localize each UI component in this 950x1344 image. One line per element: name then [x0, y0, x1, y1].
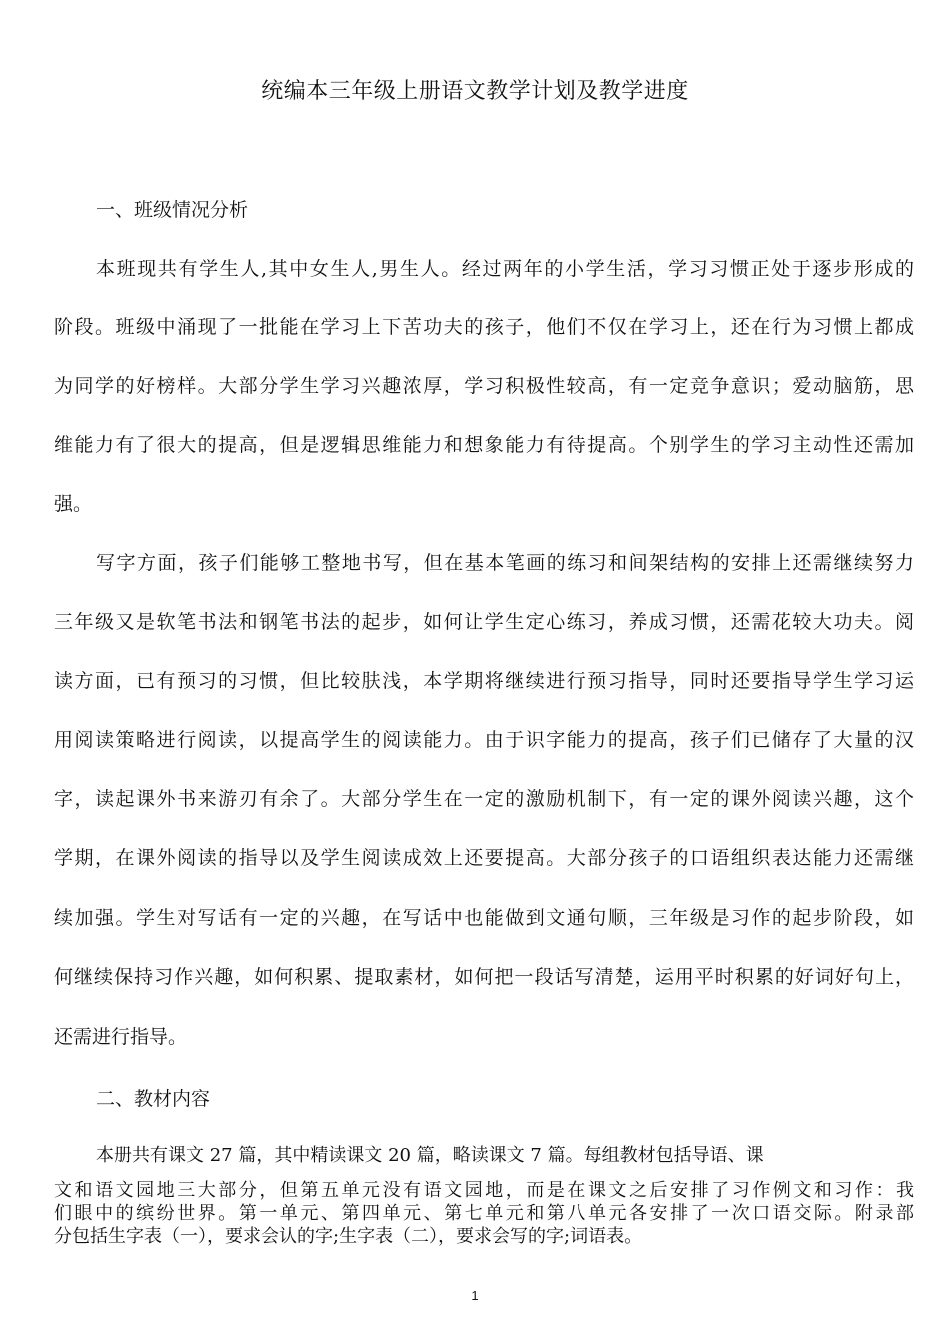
paragraph-line: 读方面，已有预习的习惯，但比较肤浅，本学期将继续进行预习指导，同时还要指导学生学习运: [54, 670, 914, 692]
paragraph-line: 维能力有了很大的提高，但是逻辑思维能力和想象能力有待提高。个别学生的学习主动性还需加: [54, 434, 914, 456]
page-number: 1: [471, 1288, 479, 1303]
paragraph-line: 为同学的好榜样。大部分学生学习兴趣浓厚，学习积极性较高，有一定竞争意识；爱动脑筋，思: [54, 375, 914, 397]
section-heading-textbook-content: 二、教材内容: [96, 1088, 211, 1110]
paragraph-line: 强。: [54, 493, 93, 515]
paragraph-line: 写字方面，孩子们能够工整地书写，但在基本笔画的练习和间架结构的安排上还需继续努力: [96, 552, 914, 574]
section-heading-class-analysis: 一、班级情况分析: [96, 199, 249, 221]
paragraph-line: 本册共有课文 27 篇，其中精读课文 20 篇，略读课文 7 篇。每组教材包括导语、课: [96, 1145, 764, 1166]
paragraph-line: 续加强。学生对写话有一定的兴趣，在写话中也能做到文通句顺，三年级是习作的起步阶段，如: [54, 907, 914, 929]
paragraph-line: 文和语文园地三大部分，但第五单元没有语文园地，而是在课文之后安排了习作例文和习作：我: [54, 1180, 914, 1201]
paragraph-line: 还需进行指导。: [54, 1026, 188, 1048]
paragraph-line: 本班现共有学生人,其中女生人,男生人。经过两年的小学生活，学习习惯正处于逐步形成的: [96, 258, 914, 280]
paragraph-line: 三年级又是软笔书法和钢笔书法的起步，如何让学生定心练习，养成习惯，还需花较大功夫。阅: [54, 611, 914, 633]
paragraph-line: 何继续保持习作兴趣，如何积累、提取素材，如何把一段话写清楚，运用平时积累的好词好句上，: [54, 966, 914, 988]
paragraph-line: 学期，在课外阅读的指导以及学生阅读成效上还要提高。大部分孩子的口语组织表达能力还需继: [54, 847, 914, 869]
paragraph-line: 们眼中的缤纷世界。第一单元、第四单元、第七单元和第八单元各安排了一次口语交际。附录部: [54, 1203, 914, 1224]
paragraph-line: 阶段。班级中涌现了一批能在学习上下苦功夫的孩子，他们不仅在学习上，还在行为习惯上都成: [54, 316, 914, 338]
paragraph-line: 用阅读策略进行阅读，以提高学生的阅读能力。由于识字能力的提高，孩子们已储存了大量的汉: [54, 729, 914, 751]
paragraph-line: 字，读起课外书来游刃有余了。大部分学生在一定的激励机制下，有一定的课外阅读兴趣，这个: [54, 788, 914, 810]
paragraph-line: 分包括生字表（一），要求会认的字;生字表（二），要求会写的字;词语表。: [54, 1226, 643, 1247]
document-title: 统编本三年级上册语文教学计划及教学进度: [261, 79, 689, 104]
